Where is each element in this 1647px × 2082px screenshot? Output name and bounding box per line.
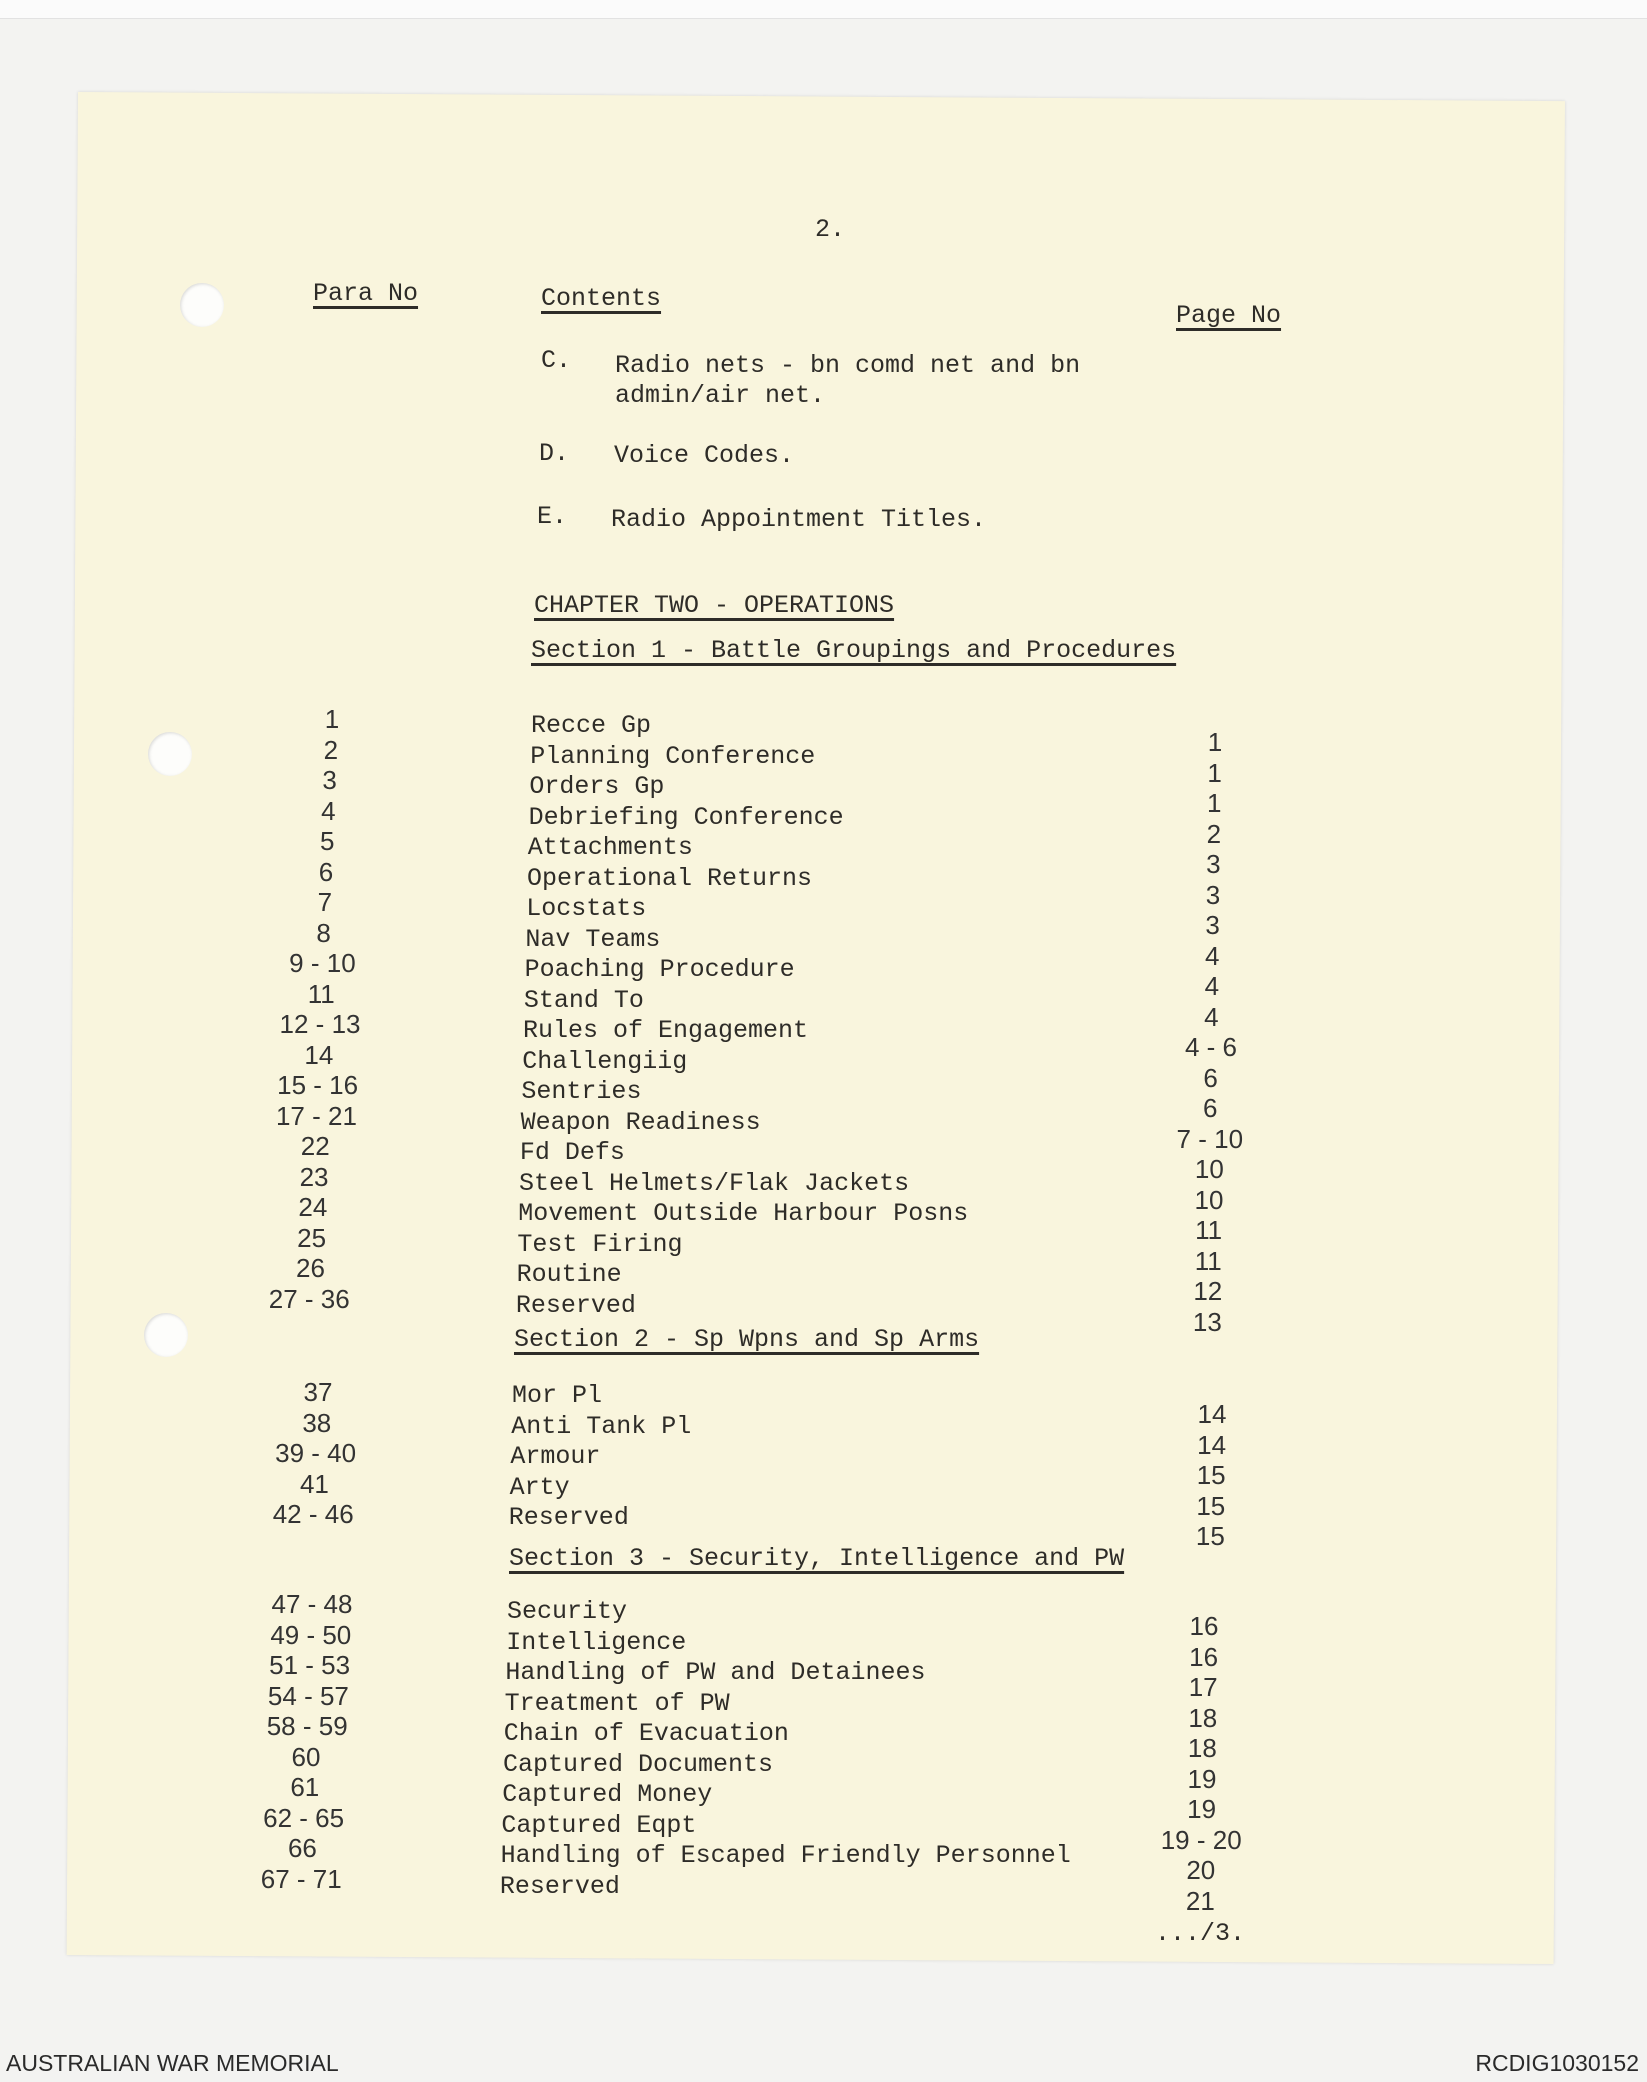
annex-title: Radio Appointment Titles. bbox=[611, 505, 987, 534]
section-title: Section 3 - Security, Intelligence and PW bbox=[509, 1544, 1125, 1573]
contents-entry: Steel Helmets/Flak Jackets bbox=[519, 1168, 910, 1198]
chapter-title: CHAPTER TWO - OPERATIONS bbox=[534, 591, 895, 620]
page-number-entry: 11 bbox=[1195, 1215, 1223, 1245]
contents-entry: Orders Gp bbox=[529, 772, 665, 801]
para-number: 47 - 48 bbox=[271, 1589, 353, 1619]
page-number-entry: 1 bbox=[1206, 788, 1222, 818]
para-number: 15 - 16 bbox=[277, 1070, 359, 1100]
contents-entry: Movement Outside Harbour Posns bbox=[518, 1199, 969, 1228]
page-number-entry: 15 bbox=[1196, 1460, 1226, 1490]
page-number-entry: 7 - 10 bbox=[1176, 1123, 1244, 1154]
para-number: 54 - 57 bbox=[267, 1680, 349, 1711]
para-number: 60 bbox=[291, 1741, 321, 1772]
page-number-entry: 19 - 20 bbox=[1160, 1824, 1242, 1855]
contents-entry: Fd Defs bbox=[519, 1138, 625, 1167]
para-number: 42 - 46 bbox=[272, 1499, 354, 1529]
contents-entry: Captured Eqpt bbox=[501, 1810, 697, 1840]
contents-entry: Handling of Escaped Friendly Personnel bbox=[500, 1841, 1071, 1870]
para-no-header: Para No bbox=[313, 279, 419, 308]
contents-entry: Sentries bbox=[521, 1077, 642, 1106]
page-number-entry: 17 bbox=[1188, 1672, 1218, 1702]
para-number: 37 bbox=[303, 1377, 333, 1407]
para-number: 2 bbox=[323, 734, 339, 765]
para-number: 41 bbox=[299, 1468, 329, 1499]
contents-entry: Challengiig bbox=[522, 1046, 688, 1076]
annex-title: Radio nets - bn comd net and bn bbox=[615, 351, 1081, 380]
footer-id: RCDIG1030152 bbox=[1475, 2050, 1639, 2076]
page-number-entry: 14 bbox=[1197, 1429, 1227, 1460]
contents-entry: Test Firing bbox=[517, 1229, 683, 1259]
contents-entry: Nav Teams bbox=[525, 924, 661, 954]
para-number: 62 - 65 bbox=[263, 1802, 345, 1833]
section-title: Section 2 - Sp Wpns and Sp Arms bbox=[514, 1325, 980, 1354]
para-number: 12 - 13 bbox=[279, 1009, 361, 1039]
contents-entry: Debriefing Conference bbox=[528, 802, 844, 832]
para-number: 26 bbox=[295, 1253, 325, 1283]
page-number-entry: 19 bbox=[1187, 1763, 1217, 1794]
contents-entry: Chain of Evacuation bbox=[503, 1719, 789, 1748]
page-number: 2. bbox=[815, 215, 846, 244]
contents-entry: Poaching Procedure bbox=[524, 955, 795, 984]
para-number: 14 bbox=[304, 1039, 334, 1070]
contents-entry: Locstats bbox=[526, 894, 647, 923]
contents-entry: Reserved bbox=[508, 1503, 629, 1532]
contents-entry: Captured Documents bbox=[503, 1749, 774, 1779]
footer-source: AUSTRALIAN WAR MEMORIAL bbox=[6, 2050, 339, 2076]
page-number-entry: 15 bbox=[1196, 1490, 1226, 1521]
contents-entry: Reserved bbox=[499, 1871, 620, 1901]
contents-entry: Weapon Readiness bbox=[520, 1107, 761, 1137]
para-number: 7 bbox=[317, 887, 333, 917]
page-number-entry: 6 bbox=[1203, 1062, 1218, 1093]
viewer-top-edge bbox=[0, 0, 1647, 19]
page-number-entry: 3 bbox=[1205, 879, 1221, 910]
contents-entry: Anti Tank Pl bbox=[511, 1411, 692, 1441]
page-number-entry: 4 bbox=[1204, 940, 1220, 971]
page-number-entry: 3 bbox=[1206, 849, 1221, 879]
para-number: 8 bbox=[316, 917, 331, 948]
page-number-entry: 4 bbox=[1204, 1001, 1219, 1032]
para-number: 67 - 71 bbox=[260, 1863, 342, 1894]
para-number: 17 - 21 bbox=[275, 1100, 357, 1131]
contents-entry: Captured Money bbox=[502, 1780, 713, 1809]
page-number-entry: 19 bbox=[1187, 1794, 1217, 1824]
para-number: 66 bbox=[287, 1833, 317, 1863]
contents-entry: Stand To bbox=[523, 985, 644, 1015]
page-number-entry: 1 bbox=[1207, 727, 1223, 757]
page-number-entry: 10 bbox=[1194, 1154, 1224, 1184]
para-number: 39 - 40 bbox=[275, 1438, 357, 1468]
annex-letter: D. bbox=[539, 439, 570, 468]
para-number: 61 bbox=[290, 1772, 320, 1802]
contents-entry: Intelligence bbox=[506, 1627, 687, 1657]
annex-letter: C. bbox=[541, 346, 572, 375]
page-number-entry: 13 bbox=[1192, 1306, 1222, 1337]
para-number: 49 - 50 bbox=[270, 1619, 352, 1650]
page-number-entry: 18 bbox=[1188, 1702, 1218, 1733]
page-number-entry: 20 bbox=[1186, 1855, 1216, 1885]
para-number: 9 - 10 bbox=[289, 948, 356, 978]
contents-entry: Recce Gp bbox=[531, 711, 652, 740]
para-number: 4 bbox=[321, 795, 336, 826]
page-number-entry: 16 bbox=[1189, 1641, 1219, 1672]
contents-entry: Armour bbox=[510, 1442, 601, 1471]
para-number: 25 bbox=[297, 1222, 327, 1253]
contents-entry: Routine bbox=[516, 1260, 622, 1289]
para-number: 5 bbox=[319, 826, 335, 856]
annex-title-cont: admin/air net. bbox=[615, 381, 826, 410]
page-number-entry: 6 bbox=[1202, 1093, 1218, 1123]
contents-entry: Attachments bbox=[527, 833, 693, 862]
contents-entry: Treatment of PW bbox=[504, 1688, 730, 1718]
contents-entry: Arty bbox=[509, 1472, 570, 1502]
page-number-entry: 12 bbox=[1193, 1276, 1223, 1306]
para-number: 24 bbox=[298, 1192, 328, 1222]
contents-entry: Handling of PW and Detainees bbox=[505, 1658, 926, 1687]
page-number-entry: 16 bbox=[1189, 1611, 1219, 1641]
para-number: 38 bbox=[302, 1407, 332, 1438]
para-number: 51 - 53 bbox=[269, 1650, 351, 1680]
page-number-entry: 14 bbox=[1197, 1399, 1227, 1429]
annex-title: Voice Codes. bbox=[614, 441, 795, 470]
punch-hole bbox=[148, 732, 192, 776]
contents-entry: Operational Returns bbox=[527, 863, 813, 893]
page-number-entry: 15 bbox=[1195, 1521, 1225, 1551]
page-number-entry: 10 bbox=[1194, 1184, 1224, 1215]
para-number: 3 bbox=[322, 765, 337, 795]
contents-entry: Reserved bbox=[515, 1290, 636, 1320]
contents-entry: Planning Conference bbox=[530, 741, 816, 771]
section-title: Section 1 - Battle Groupings and Procedures bbox=[531, 636, 1177, 665]
contents-entry: Rules of Engagement bbox=[523, 1016, 809, 1045]
contents-header: Contents bbox=[541, 284, 662, 313]
page-number-entry: 11 bbox=[1194, 1245, 1222, 1276]
para-number: 11 bbox=[307, 978, 335, 1009]
annex-letter: E. bbox=[537, 502, 568, 531]
page-number-entry: 4 bbox=[1204, 971, 1220, 1001]
para-number: 23 bbox=[299, 1161, 329, 1192]
continuation-marker: .../3. bbox=[1155, 1919, 1246, 1948]
para-number: 6 bbox=[318, 856, 334, 887]
para-number: 27 - 36 bbox=[268, 1283, 350, 1314]
para-number: 58 - 59 bbox=[266, 1711, 348, 1741]
page-number-entry: 18 bbox=[1187, 1733, 1217, 1763]
page-number-entry: 2 bbox=[1206, 818, 1222, 849]
punch-hole bbox=[144, 1313, 188, 1357]
page-number-entry: 1 bbox=[1207, 757, 1222, 788]
punch-hole bbox=[180, 283, 224, 327]
contents-entry: Security bbox=[507, 1597, 628, 1626]
page-no-header: Page No bbox=[1176, 301, 1282, 330]
para-number: 22 bbox=[300, 1131, 330, 1161]
page-number-entry: 21 bbox=[1185, 1885, 1215, 1916]
page-number-entry: 3 bbox=[1205, 910, 1220, 940]
page-number-entry: 4 - 6 bbox=[1184, 1032, 1238, 1062]
para-number: 1 bbox=[324, 704, 340, 734]
contents-entry: Mor Pl bbox=[512, 1381, 603, 1410]
